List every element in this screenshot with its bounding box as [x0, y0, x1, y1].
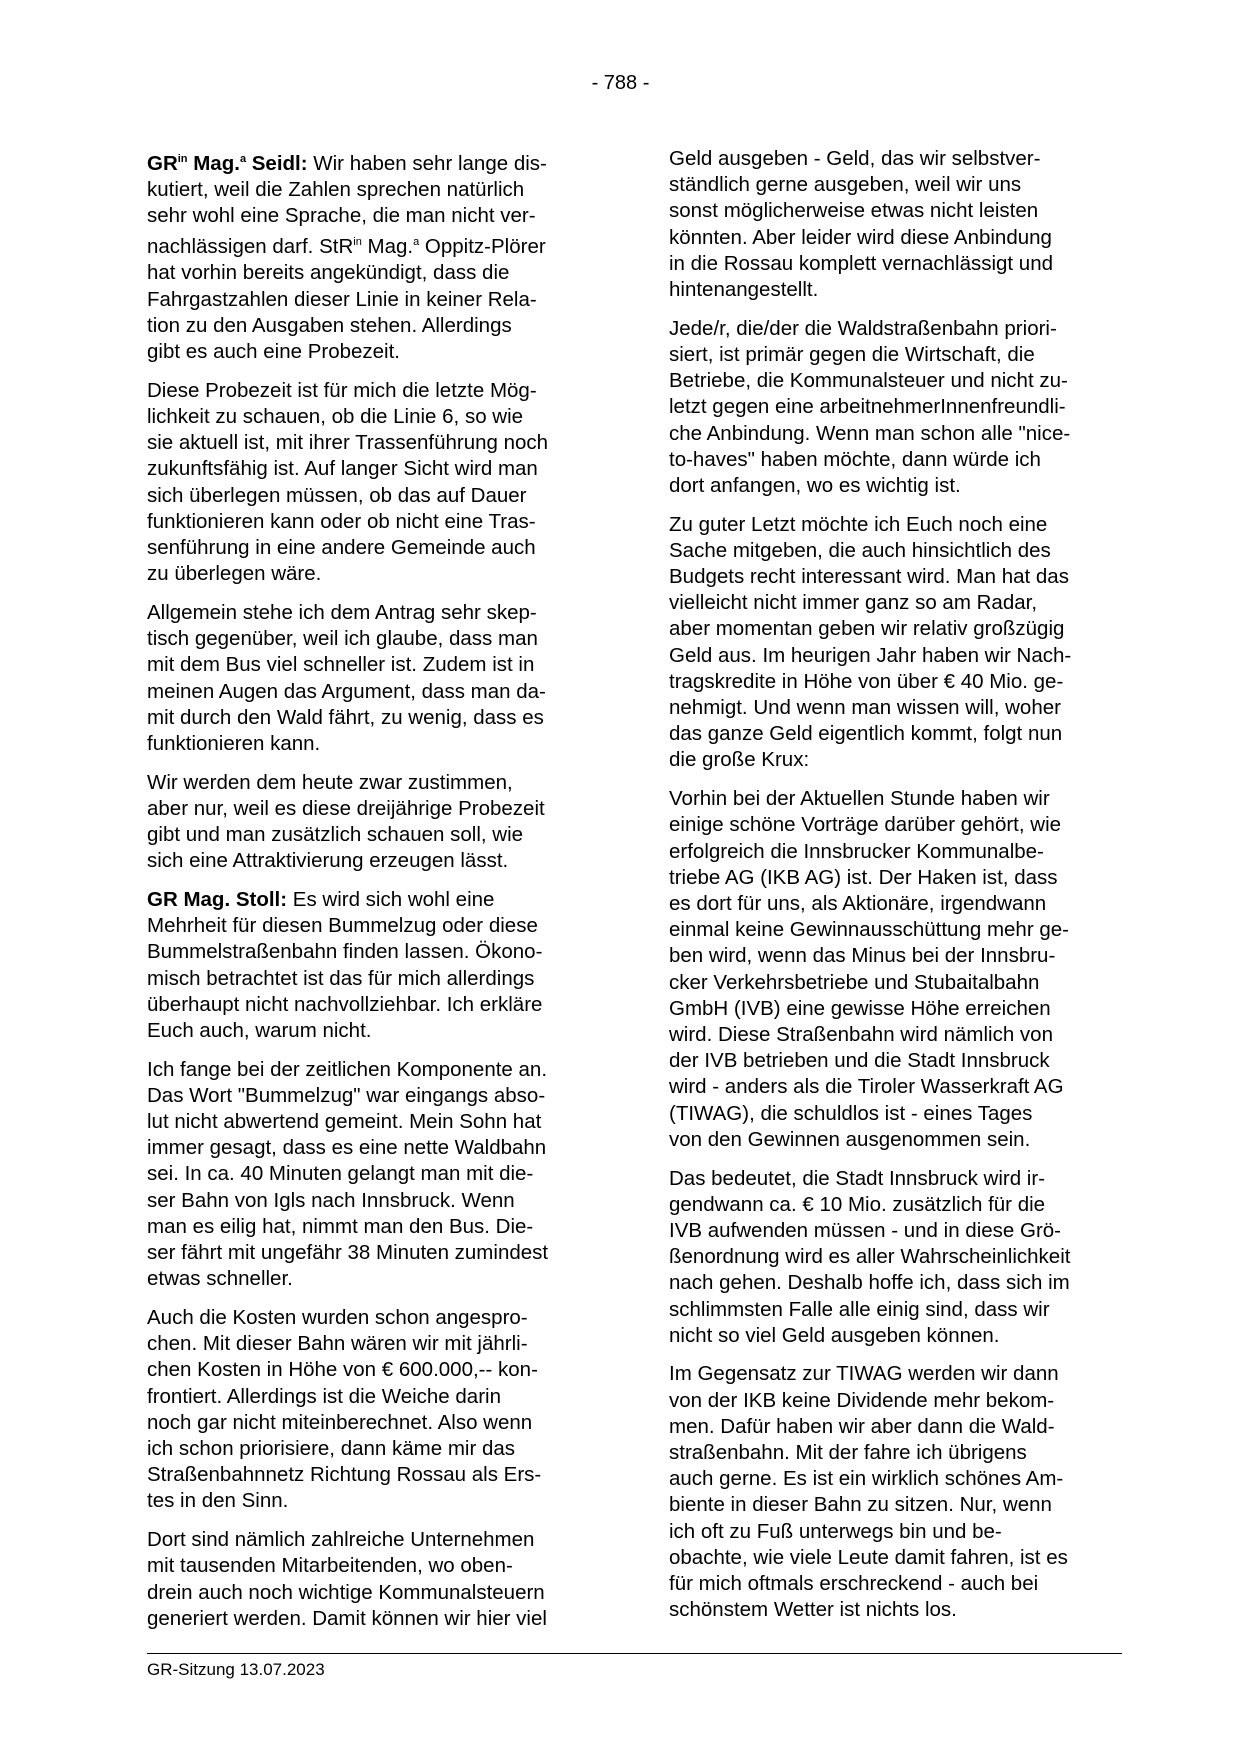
paragraph: Zu guter Letzt möchte ich Euch noch eine Sache mitgeben, die auch hinsichtlich des Budgets recht interessant wird. Man hat das vielleicht nicht immer ganz so am Radar, aber momentan geben wir relativ großzügig Geld aus. Im heurigen Jahr haben wir Nach- tragskredite in Höhe von über € 40 Mio. ge- nehmigt. Und wenn man wissen will, woher das ganze Geld eigentlich kommt, folgt nun die große Krux: [669, 512, 1072, 772]
speaker-seidl-title-sup: in [177, 153, 188, 165]
paragraph-sup: a [413, 236, 420, 249]
paragraph: Wir werden dem heute zwar zustimmen, aber nur, weil es diese dreijährige Probezeit gibt und man zusätzlich schauen soll, wie sich eine Attraktivierung erzeugen lässt. [147, 770, 545, 873]
paragraph: Im Gegensatz zur TIWAG werden wir dann von der IKB keine Dividende mehr bekom- men. Dafür haben wir aber dann die Wald- straßenbahn. Mit der fahre ich übrigens auch gerne. Es ist ein wirklich schönes Am- biente in dieser Bahn zu sitzen. Nur, wenn ich oft zu Fuß unterwegs bin und be- obachte, wie viele Leute damit fahren, ist es für mich oftmals erschreckend - auch bei schönstem Wetter ist nichts los. [669, 1362, 1068, 1622]
paragraph: Dort sind nämlich zahlreiche Unternehmen mit tausenden Mitarbeitenden, wo oben- drein auch noch wichtige Kommunalsteuern generiert werden. Damit können wir hier viel [147, 1528, 547, 1630]
footer-session-date: GR-Sitzung 13.07.2023 [147, 1660, 325, 1679]
speaker-stoll: GR Mag. Stoll: [147, 887, 288, 911]
paragraph: Diese Probezeit ist für mich die letzte Mög- lichkeit zu schauen, ob die Linie 6, so wie sie aktuell ist, mit ihrer Trassenführung noch zukunftsfähig ist. Auf langer Sicht wird man sich überlegen müssen, ob das auf Dauer funktionieren kann oder ob nicht eine Tras- senführung in eine andere Gemeinde auch zu überlegen wäre. [147, 378, 549, 586]
paragraph-text: Mag. [361, 235, 414, 259]
speaker-seidl-degree: Mag. [187, 151, 240, 175]
paragraph: Auch die Kosten wurden schon angespro- chen. Mit dieser Bahn wären wir mit jährli- chen Kosten in Höhe von € 600.000,-- kon- frontiert. Allerdings ist die Weiche darin noch gar nicht miteinberechnet. Also wenn ich schon priorisiere, dann käme mir das Straßenbahnnetz Richtung Rossau als Ers- tes in den Sinn. [147, 1305, 542, 1513]
paragraph-text: Oppitz-Plörer hat vorhin bereits angekündigt, dass die Fahrgastzahlen dieser Linie in keiner Rela- tion zu den Ausgaben stehen. Allerdings gibt es auch eine Probezeit. [147, 235, 546, 364]
right-column [669, 146, 1127, 1636]
page-number: - 788 - [591, 72, 650, 94]
paragraph-text: Es wird sich wohl eine Mehrheit für diesen Bummelzug oder diese Bummelstraßenbahn finden lassen. Ökono- misch betrachtet ist das für mich allerdings überhaupt nicht nachvollziehbar. Ich erkläre Euch auch, warum nicht. [147, 887, 543, 1042]
speaker-seidl [147, 152, 308, 175]
left-column [147, 146, 605, 1644]
paragraph: Das bedeutet, die Stadt Innsbruck wird ir- gendwann ca. € 10 Mio. zusätzlich für die IVB aufwenden müssen - und in diese Grö- ßenordnung wird es aller Wahrscheinlichkeit nach gehen. Deshalb hoffe ich, dass sich im schlimmsten Falle alle einig sind, dass wir nicht so viel Geld ausgeben können. [669, 1166, 1071, 1347]
paragraph-sup: in [353, 236, 362, 249]
paragraph: Geld ausgeben - Geld, das wir selbstver- ständlich gerne ausgeben, weil wir uns sonst möglicherweise etwas nicht leisten könnten. Aber leider wird diese Anbindung in die Rossau komplett vernachlässigt und hintenangestellt. [669, 147, 1054, 302]
paragraph: Vorhin bei der Aktuellen Stunde haben wir einige schöne Vorträge darüber gehört, wie erfolgreich die Innsbrucker Kommunalbe- triebe AG (IKB AG) ist. Der Haken ist, dass es dort für uns, als Aktionäre, irgendwann einmal keine Gewinnausschüttung mehr ge- ben wird, wenn das Minus bei der Innsbru- cker Verkehrsbetriebe und Stubaitalbahn GmbH (IVB) eine gewisse Höhe erreichen wird. Diese Straßenbahn wird nämlich von der IVB betrieben und die Stadt Innsbruck wird - anders als die Tiroler Wasserkraft AG (TIWAG), die schuldlos ist - eines Tages von den Gewinnen ausgenommen sein. [669, 787, 1069, 1151]
paragraph-seidl [147, 146, 605, 365]
speaker-seidl-degree-sup: a [239, 153, 247, 165]
paragraph: Ich fange bei der zeitlichen Komponente an. Das Wort "Bummelzug" war eingangs abso- lut nicht abwertend gemeint. Mein Sohn hat immer gesagt, dass es eine nette Waldbahn sei. In ca. 40 Minuten gelangt man mit die- ser Bahn von Igls nach Innsbruck. Wenn man es eilig hat, nimmt man den Bus. Die- ser fährt mit ungefähr 38 Minuten zumindest etwas schneller. [147, 1057, 549, 1291]
footer-divider [147, 1653, 1122, 1654]
speaker-seidl-title: GR [147, 151, 178, 175]
paragraph: Jede/r, die/der die Waldstraßenbahn priori- siert, ist primär gegen die Wirtschaft, die Betriebe, die Kommunalsteuer und nicht zu- letzt gegen eine arbeitnehmerInnenfreundli- che Anbindung. Wenn man schon alle "nice- to-haves" haben möchte, dann würde ich dort anfangen, wo es wichtig ist. [669, 316, 1071, 497]
paragraph-stoll [147, 887, 605, 1044]
paragraph-text: Wir haben sehr lange dis- kutiert, weil die Zahlen sprechen natürlich sehr wohl eine Sprache, die man nicht ver- nachlässigen darf. StR [147, 151, 547, 259]
paragraph: Allgemein stehe ich dem Antrag sehr skep- tisch gegenüber, weil ich glaube, dass man mit dem Bus viel schneller ist. Zudem ist in meinen Augen das Argument, dass man da- mit durch den Wald fährt, zu wenig, dass es funktionieren kann. [147, 600, 546, 755]
speaker-seidl-name: Seidl: [246, 151, 308, 175]
